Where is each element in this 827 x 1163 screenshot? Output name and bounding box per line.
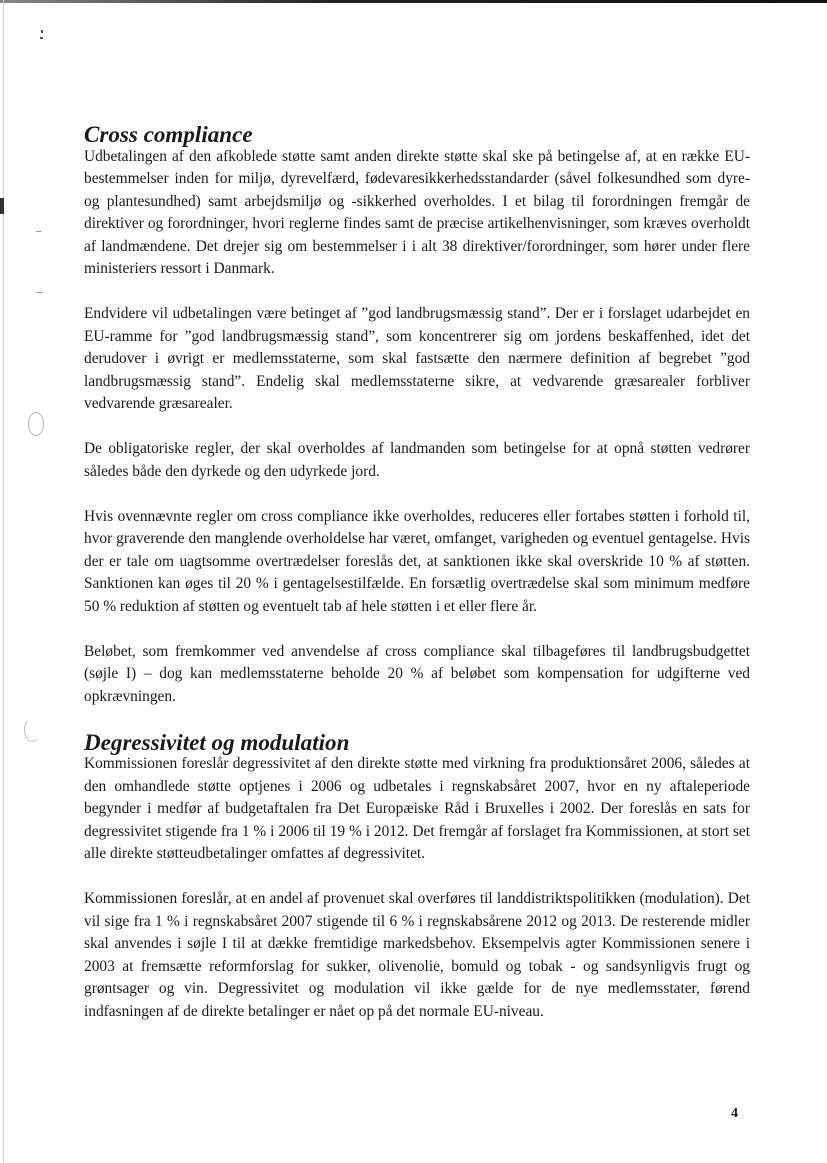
section-heading: Cross compliance xyxy=(84,121,253,147)
paragraph: Kommissionen foreslår degressivitet af den direkte støtte med virkning fra produktionsåret 2006, således at den omhandlede støtte optjenes i 2006 og udbetales i regnskabsåret 2007, hvor en ny aftaleperiode begynder i medfør af budgetaftalen fra Det Europæiske Råd i Bruxelles i 2002. Der foreslås en sats for degressivitet stigende fra 1 % i 2006 til 19 % i 2012. Det fremgår af forslaget fra Kommissionen, at stort set alle direkte støtteudbetalinger omfattes af degressivitet. xyxy=(84,755,750,862)
scan-speck xyxy=(40,37,43,39)
document-body xyxy=(84,123,750,1023)
scan-tick xyxy=(36,292,43,293)
page-number: 4 xyxy=(731,1106,738,1121)
scan-mark xyxy=(0,198,4,214)
scan-tick xyxy=(36,231,41,232)
paragraph: Kommissionen foreslår, at en andel af provenuet skal overføres til landdistriktspolitikken (modulation). Det vil sige fra 1 % i regnskabsåret 2007 stigende til 6 % i regnskabsårene 2012 og 2013. De resterende midler skal anvendes i søjle I til at dække fremtidige markedsbehov. Eksempelvis agter Kommissionen senere i 2003 at fremsætte reformforslag for sukker, olivenolie, bomuld og tobak - og sandsynligvis frugt og grøntsager og vin. Degressivitet og modulation vil ikke gælde for de nye medlemsstater, førend indfasningen af de direkte betalinger er nået op på det normale EU-niveau. xyxy=(84,890,750,1020)
paragraph: Endvidere vil udbetalingen være betinget af ”god landbrugsmæssig stand”. Der er i forslaget udarbejdet en EU-ramme for ”god landbrugsmæssig stand”, som koncentrerer sig om jordens beskaffenhed, idet det derudover i øvrigt er medlemsstaterne, som skal fastsætte den nærmere definition af begrebet ”god landbrugsmæssig stand”. Endelig skal medlemsstaterne sikre, at vedvarende græsarealer forbliver vedvarende græsarealer. xyxy=(84,305,750,412)
scan-speck xyxy=(41,30,43,33)
page-left-edge xyxy=(3,0,4,1163)
paragraph: Hvis ovennævnte regler om cross compliance ikke overholdes, reduceres eller fortabes støtten i forhold til, hvor graverende den manglende overholdelse har været, omfanget, varigheden og eventuel gentagelse. Hvis der er tale om uagtsomme overtrædelser foreslås det, at sanktionen ikke skal overskride 10 % af støtten. Sanktionen kan øges til 20 % i gentagelsestilfælde. En forsætlig overtrædelse skal som minimum medføre 50 % reduktion af støtten og eventuelt tab af hele støtten i et eller flere år. xyxy=(84,507,750,615)
section-heading: Degressivitet og modulation xyxy=(84,728,350,755)
punch-hole xyxy=(28,412,44,436)
page-top-edge xyxy=(0,0,827,3)
paragraph: Udbetalingen af den afkoblede støtte samt anden direkte støtte skal ske på betingelse af, at en række EU-bestemmelser inden for miljø, dyrevelfærd, fødevaresikkerhedsstandarder (såvel folkesundhed som dyre- og plantesundhed) samt arbejdsmiljø og -sikkerhed overholdes. I et bilag til forordningen fremgår de direktiver og forordninger, hvori reglerne findes samt de præcise artikelhenvisninger, som kræves overholdt af landmændene. Det drejer sig om bestemmelser i i alt 38 direktiver/forordninger, som hører under flere ministeriers ressort i Danmark. xyxy=(84,147,750,277)
paragraph: De obligatoriske regler, der skal overholdes af landmanden som betingelse for at opnå støtten vedrører således både den dyrkede og den udyrkede jord. xyxy=(84,440,750,480)
punch-hole xyxy=(24,718,40,742)
paragraph: Beløbet, som fremkommer ved anvendelse af cross compliance skal tilbageføres til landbrugsbudgettet (søjle I) – dog kan medlemsstaterne beholde 20 % af beløbet som kompensation for udgifterne ved opkrævningen. xyxy=(84,642,750,705)
